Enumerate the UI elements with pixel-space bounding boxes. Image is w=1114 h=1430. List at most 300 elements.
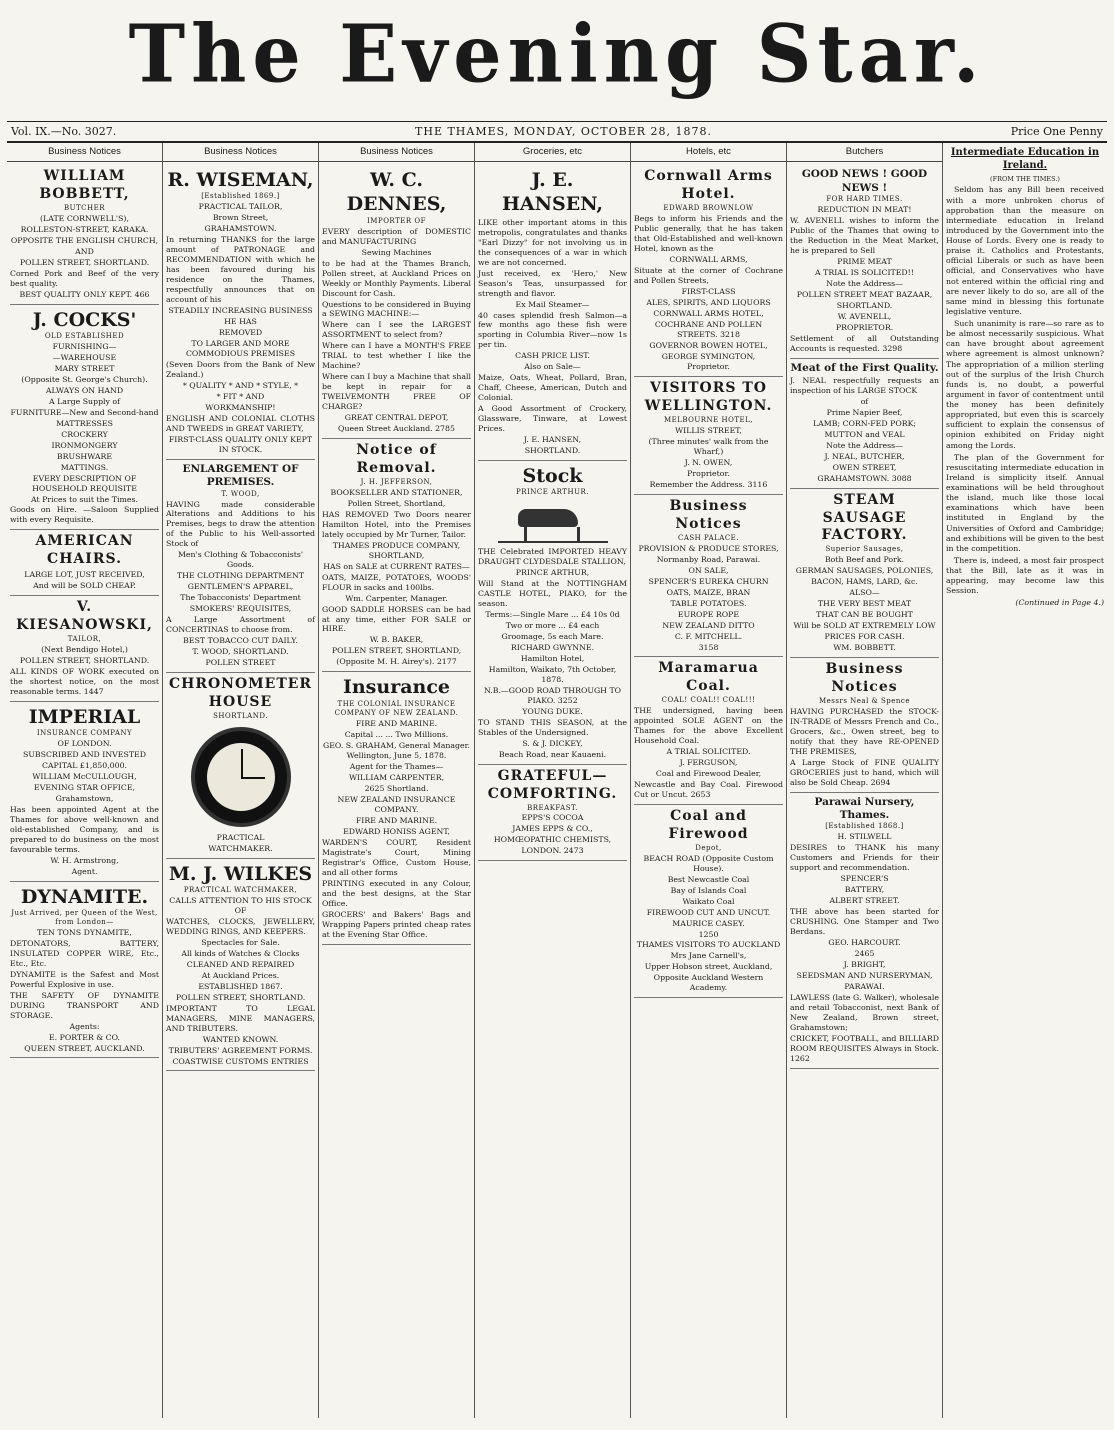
ad-line: CRICKET, FOOTBALL, and BILLIARD ROOM REQUISITES Always in Stock. 1262 — [790, 1033, 939, 1063]
ad-line: A Good Assortment of Crockery, Glassware, Tinware, at Lowest Prices. — [478, 404, 627, 434]
ad-line: ROLLESTON-STREET, KARAKA. — [20, 224, 149, 234]
ad-line: Agent for the Thames— — [349, 762, 444, 772]
ad-title: GRATEFUL—COMFORTING. — [487, 767, 618, 802]
ad-line: * FIT * AND — [216, 391, 265, 401]
ad-line: Mrs Jane Carnell's, — [670, 951, 747, 961]
ad-line: GERMAN SAUSAGES, POLONIES, — [795, 566, 934, 576]
ad-line: GRAHAMSTOWN. 3088 — [817, 473, 912, 483]
ad-subtitle: Superior Sausages, — [825, 545, 904, 554]
ad-line: LAMB; CORN-FED PORK; — [812, 418, 917, 428]
ad-line: At Prices to suit the Times. — [31, 494, 138, 504]
ad-line: Remember the Address. 3116 — [649, 480, 768, 490]
ad-line: BATTERY, — [844, 885, 885, 895]
ad-line: —WAREHOUSE — [52, 352, 117, 362]
advertisement — [322, 165, 471, 439]
ad-line: NEW ZEALAND INSURANCE COMPANY. — [337, 795, 456, 815]
ad-line: A Large Supply of — [48, 396, 121, 406]
ad-line: A Large Stock of FINE QUALITY GROCERIES just to hand, which will also be Sold Cheap. 2694 — [790, 757, 939, 787]
ad-line: Where can I have a MONTH'S FREE TRIAL to test whether I like the Machine? — [322, 341, 471, 371]
ad-line: J. NEAL respectfully requests an inspection of his LARGE STOCK — [790, 375, 939, 395]
ad-line: GREAT CENTRAL DEPOT, — [344, 413, 449, 423]
ad-line: GRAHAMSTOWN. — [204, 224, 277, 234]
ad-line: IRONMONGERY — [51, 440, 118, 450]
ad-line: OATS, MAIZE, POTATOES, WOODS' FLOUR in sacks and 100lbs. — [322, 572, 471, 592]
ad-line: ALSO— — [849, 588, 880, 598]
advertisement — [322, 439, 471, 672]
ad-line: THAMES VISITORS TO AUCKLAND — [636, 940, 781, 950]
ad-line: Spectacles for Sale. — [201, 937, 280, 947]
ad-line: SHORTLAND. — [524, 446, 581, 456]
ad-line: FURNITURE—New and Second-hand — [10, 407, 159, 417]
ad-line: Begs to inform his Friends and the Public generally, that he has taken that Old-Established and well-known Hotel, known as the — [634, 213, 783, 253]
ad-line: Upper Hobson street, Auckland, — [644, 962, 773, 972]
ad-line: Will be SOLD AT EXTREMELY LOW — [793, 621, 936, 631]
ad-line: GROCERS' and Bakers' Bags and Wrapping Papers printed cheap rates at the Evening Star Office. — [322, 910, 471, 939]
ad-line: Note the Address— — [826, 278, 903, 288]
ad-line: SPENCER'S — [840, 874, 889, 884]
ad-line: WANTED KNOWN. — [202, 1034, 279, 1044]
ad-line: BEST QUALITY ONLY KEPT. 466 — [19, 289, 150, 299]
ad-subtitle: J. H. JEFFERSON, — [360, 477, 433, 486]
ad-line: CASH PRICE LIST. — [515, 351, 590, 361]
ad-line: Groomage, 5s each Mare. — [501, 632, 604, 642]
ad-line: FIRST-CLASS QUALITY ONLY KEPT IN STOCK. — [168, 434, 313, 454]
ad-line: MARY STREET — [54, 363, 115, 373]
continued-note: (Continued in Page 4.) — [1015, 598, 1104, 608]
ad-line: STEADILY INCREASING BUSINESS — [168, 306, 313, 316]
ad-line: W. H. Armstrong, — [50, 855, 119, 865]
ad-line: ALL KINDS OF WORK executed on the shortest notice, on the most reasonable terms. 1447 — [10, 666, 159, 696]
ad-line: HAS on SALE at CURRENT RATES— — [323, 561, 470, 571]
ad-subtitle: Messrs Neal & Spence — [818, 696, 910, 705]
ad-line: BOOKSELLER AND STATIONER, — [330, 487, 463, 497]
ad-line: Both Beef and Pork. — [824, 555, 905, 565]
ad-line: Normanby Road, Parawai. — [656, 554, 761, 564]
ad-line: Ex Mail Steamer— — [515, 299, 590, 309]
columns — [7, 143, 1107, 1418]
ad-line: GENTLEMEN'S APPAREL, — [187, 582, 294, 592]
horse-illustration — [498, 501, 608, 543]
ad-line: C. F. MITCHELL. — [674, 631, 743, 641]
article-paragraph: Seldom has any Bill been received with a more unbroken chorus of approbation than the measure on intermediate education in Ireland introduced by the Government into the House of Lords. Every one is ready to praise it. Catholics and Protestants, official Liberals or such as have been official, and Conservatives who have not entered within the official ring and are never likely to do so, are all of the same mind in blessing this fortunate legislative venture. — [946, 185, 1104, 316]
ad-line: POLLEN STREET, SHORTLAND, — [331, 646, 462, 656]
ad-line: WILLIAM McCULLOUGH, — [32, 771, 137, 781]
advertisement — [166, 859, 315, 1072]
ad-line: Opposite Auckland Western Academy. — [653, 973, 764, 993]
ad-line: YOUNG DUKE. — [522, 706, 583, 716]
newspaper-page — [7, 3, 1107, 1423]
ad-subtitle: [Established 1869.] — [201, 192, 280, 201]
ad-line: CORNWALL ARMS HOTEL, — [653, 308, 764, 318]
ad-column — [7, 143, 163, 1418]
ad-line: THAT CAN BE BOUGHT — [816, 610, 913, 620]
ad-title: DYNAMITE. — [20, 885, 149, 908]
ad-subtitle: IMPORTER OF — [367, 216, 426, 225]
ad-line: PRACTICAL TAILOR, — [198, 202, 283, 212]
ad-line: MUTTON and VEAL — [824, 429, 905, 439]
advertisement — [790, 658, 939, 793]
advertisement — [166, 673, 315, 859]
ad-line: ESTABLISHED 1867. — [198, 981, 283, 991]
ad-line: 3158 — [698, 642, 719, 652]
ad-line: 40 cases splendid fresh Salmon—a few months ago these fish were sporting in Columbia River—now 1s per tin. — [478, 310, 627, 350]
ad-line: SEEDSMAN AND NURSERYMAN, — [796, 971, 933, 980]
ad-line: IMPORTANT TO LEGAL MANAGERS, MINE MANAGERS, AND TRIBUTERS. — [166, 1003, 315, 1033]
ad-line: HAVING PURCHASED the STOCK-IN-TRADE of Messrs French and Co., Grocers, &c., Owen street, beg to notify that they have RE-OPENED THE PREMISES, — [790, 706, 939, 756]
ad-line: POLLEN STREET MEAT BAZAAR, — [796, 289, 933, 299]
ad-line: REMOVED — [218, 328, 263, 338]
ad-line: JAMES EPPS & CO., — [512, 824, 593, 834]
ad-line: (Next Bendigo Hotel,) — [41, 644, 128, 654]
article-heading: Intermediate Education in Ireland. — [950, 147, 1100, 171]
ad-line: (Seven Doors from the Bank of New Zealand.) — [166, 359, 315, 379]
ad-line: Situate at the corner of Cochrane and Pollen Streets, — [634, 265, 783, 285]
ad-line: EPPS'S COCOA — [521, 813, 584, 823]
ad-line: Where can I buy a Machine that shall be kept in repair for a TWELVEMONTH FREE OF CHARGE? — [322, 372, 471, 412]
ad-line: TO STAND THIS SEASON, at the Stables of the Undersigned. — [478, 717, 627, 737]
ad-line: SHORTLAND. — [836, 300, 893, 310]
ad-line: WATCHMAKER. — [208, 843, 273, 853]
advertisement — [166, 165, 315, 460]
ad-title: Coal and Firewood — [668, 807, 749, 842]
ad-line: THE CLOTHING DEPARTMENT — [176, 571, 305, 581]
ad-line: Corned Pork and Beef of the very best quality. — [10, 268, 159, 288]
ad-title: ENLARGEMENT OF PREMISES. — [182, 462, 299, 489]
ad-line: Best Newcastle Coal — [667, 874, 750, 884]
ad-line: Wm. Carpenter, Manager. — [345, 593, 448, 603]
ad-line: W. AVENELL wishes to inform the Public of the Thames that owing to the Reduction in the Meat Market, he is prepared to Sell — [790, 215, 939, 255]
ad-line: BACON, HAMS, LARD, &c. — [811, 577, 918, 587]
ad-line: ENGLISH AND COLONIAL CLOTHS AND TWEEDS in GREAT VARIETY, — [166, 413, 315, 433]
advertisement — [10, 530, 159, 596]
ad-subtitle: CASH PALACE. — [677, 533, 740, 542]
ad-line: GEO. HARCOURT. — [828, 938, 901, 948]
advertisement — [790, 359, 939, 489]
ad-subtitle: T. WOOD, — [221, 489, 260, 498]
ad-title: J. COCKS' — [32, 308, 137, 331]
ad-line: (LATE CORNWELL'S), — [40, 213, 129, 223]
ad-line: N.B.—GOOD ROAD THROUGH TO PIAKO. 3252 — [483, 685, 622, 705]
ad-line: MAURICE CASEY. — [672, 918, 745, 928]
ad-line: Prime Napier Beef, — [826, 407, 903, 417]
ad-subtitle: INSURANCE COMPANY — [36, 729, 133, 738]
ad-line: THE SAFETY OF DYNAMITE DURING TRANSPORT AND STORAGE. — [10, 990, 159, 1020]
masthead — [7, 3, 1107, 122]
advertisement — [478, 461, 627, 765]
ad-subtitle: TAILOR, — [67, 634, 102, 643]
ad-subtitle: Just Arrived, per Queen of the West, from London— — [11, 908, 158, 926]
ad-line: Hamilton, Waikato, 7th October, 1878. — [488, 664, 617, 684]
ad-column — [163, 143, 319, 1418]
ad-line: Note the Address— — [826, 440, 903, 450]
ad-line: GEO. S. GRAHAM, General Manager. — [322, 740, 470, 750]
ad-line: J. E. HANSEN, — [523, 435, 582, 445]
ad-line: J. BRIGHT, — [843, 960, 886, 970]
ad-title: STEAM SAUSAGE FACTORY. — [821, 491, 908, 544]
ad-line: J. N. OWEN, — [684, 458, 733, 468]
ad-line: PRICES FOR CASH. — [824, 632, 905, 642]
ad-line: Just received, ex 'Hero,' New Season's Teas, unsurpassed for strength and flavor. — [478, 268, 627, 298]
ad-subtitle: MELBOURNE HOTEL, — [663, 416, 754, 425]
ad-line: (Opposite M. H. Airey's). 2177 — [336, 657, 457, 667]
advertisement — [634, 165, 783, 377]
ad-line: OF LONDON. — [57, 739, 112, 749]
advertisement — [790, 793, 939, 1069]
ad-line: 1250 — [698, 929, 719, 939]
watch-hand — [241, 777, 265, 779]
ad-line: LAWLESS (late G. Walker), wholesale and retail Tobacconist, next Bank of New Zealand, Brown street, Grahamstown; — [790, 992, 939, 1032]
issue-date: THE THAMES, MONDAY, OCTOBER 28, 1878. — [415, 125, 712, 138]
ad-line: TO LARGER AND MORE COMMODIOUS PREMISES — [185, 339, 296, 358]
ad-line: E. PORTER & CO. — [48, 1032, 121, 1042]
ad-line: TEN TONS DYNAMITE, — [37, 927, 132, 937]
ad-line: Sewing Machines — [361, 247, 432, 257]
ad-line: Coal and Firewood Dealer, — [655, 769, 762, 779]
column-heading: Business Notices — [163, 143, 318, 162]
ad-title: GOOD NEWS ! GOOD NEWS ! — [801, 168, 928, 194]
ad-subtitle: THE COLONIAL INSURANCE COMPANY OF NEW ZEALAND. — [334, 699, 459, 717]
ad-line: PRINCE ARTHUR, — [515, 568, 590, 578]
advertisement — [10, 882, 159, 1059]
ad-line: Hamilton Hotel, — [520, 654, 585, 664]
newspaper-title: The Evening Star. — [128, 6, 986, 101]
ad-line: OPPOSITE THE ENGLISH CHURCH, — [10, 235, 159, 245]
ad-line: WILLIAM CARPENTER, — [348, 773, 445, 783]
ad-line: THE Celebrated IMPORTED HEAVY DRAUGHT CLYDESDALE STALLION, — [478, 547, 627, 567]
ad-subtitle: FOR HARD TIMES. — [826, 195, 903, 204]
ad-line: At Auckland Prices. — [201, 970, 280, 980]
ad-line: J. NEAL, BUTCHER, — [824, 451, 905, 461]
ad-line: A Large Assortment of CONCERTINAS to choose from. — [166, 615, 315, 635]
ad-title: VISITORS TO WELLINGTON. — [644, 380, 773, 415]
ad-line: TABLE POTATOES. — [670, 598, 747, 608]
ad-line: SPENCER'S EUREKA CHURN — [648, 576, 769, 586]
ad-line: PROPRIETOR. — [835, 322, 894, 332]
advertisement — [634, 495, 783, 657]
column-heading: Business Notices — [319, 143, 474, 162]
ad-line: Capital ... ... Two Millions. — [344, 729, 449, 739]
ad-line: THAMES PRODUCE COMPANY, SHORTLAND, — [332, 540, 461, 560]
ad-subtitle: PRACTICAL WATCHMAKER, — [183, 886, 298, 895]
ad-subtitle: OLD ESTABLISHED — [44, 331, 125, 340]
ad-title: Parawai Nursery, Thames. — [814, 795, 915, 822]
advertisement — [790, 165, 939, 358]
ad-line: HAVING made considerable Alterations and Additions to his Premises, begs to draw the attention of the Public to his Well-assorted Stock of — [166, 499, 315, 549]
ad-line: DETONATORS, BATTERY, INSULATED COPPER WIRE, Etc., Etc., Etc. — [10, 938, 159, 968]
ad-line: All kinds of Watches & Clocks — [181, 948, 300, 958]
price: Price One Penny — [1010, 125, 1103, 138]
ad-subtitle: BREAKFAST. — [527, 803, 578, 812]
ad-line: PARAWAI. — [844, 981, 885, 991]
ad-line: AND — [75, 246, 94, 256]
ad-line: of — [860, 396, 869, 406]
ad-line: WM. BOBBETT. — [833, 643, 896, 653]
ad-line: A TRIAL IS SOLICITED!! — [815, 267, 914, 277]
ad-subtitle: PRINCE ARTHUR. — [516, 488, 589, 497]
ad-line: PROVISION & PRODUCE STORES, — [638, 543, 779, 553]
ad-line: Has been appointed Agent at the Thames for above well-known and old-established Company, and is prepared to do business on the most favourable terms. — [10, 804, 159, 854]
article-source: (FROM THE TIMES.) — [990, 175, 1060, 183]
ad-line: LARGE LOT, JUST RECEIVED, — [24, 570, 145, 580]
ad-line: FIRE AND MARINE. — [355, 816, 438, 826]
ad-line: QUEEN STREET, AUCKLAND. — [24, 1043, 145, 1053]
advertisement — [10, 596, 159, 702]
advertisement — [790, 489, 939, 658]
ad-line: Questions to be considered in Buying a SEWING MACHINE:— — [322, 299, 471, 319]
ad-line: Men's Clothing & Tobacconists' Goods. — [177, 550, 304, 570]
ad-line: GOOD SADDLE HORSES can be had at any time, either FOR SALE or HIRE. — [322, 604, 471, 634]
article-paragraph: The plan of the Government for resuscitating intermediate education in Ireland is simplicity itself. Annual examinations will be held throughout the island, much like those local examinations which have been instituted in England by the Universities of Oxford and Cambridge; and exhibitions will be given to the best in the competition. — [946, 452, 1104, 553]
ad-line: Settlement of all Outstanding Accounts is requested. 3298 — [790, 333, 939, 353]
ad-line: BRUSHWARE — [56, 451, 113, 461]
ad-line: HOMŒOPATHIC CHEMISTS, — [493, 835, 612, 845]
column-heading: Butchers — [787, 143, 942, 162]
ad-line: PRACTICAL — [216, 832, 265, 842]
ad-line: PRINTING executed in any Colour, and the best designs, at the Star Office. — [322, 879, 471, 909]
ad-subtitle: BUTCHER — [63, 203, 106, 212]
ad-line: Pollen Street, Shortland, — [347, 498, 446, 508]
ad-line: EVERY DESCRIPTION OF HOUSEHOLD REQUISITE — [32, 473, 137, 493]
ad-line: PRIME MEAT — [837, 256, 892, 266]
ad-title: CHRONOMETER HOUSE — [168, 676, 313, 710]
ad-line: The Tobacconists' Department — [180, 593, 301, 603]
ad-line: POLLEN STREET, SHORTLAND. — [175, 992, 306, 1002]
ad-line: In returning THANKS for the large amount of PATRONAGE and RECOMMENDATION with which he has been favoured during his residence on the Thames, respectfully announces that on account of his — [166, 235, 315, 305]
ad-title: Notice of Removal. — [356, 442, 437, 477]
ad-line: TRIBUTERS' AGREEMENT FORMS. — [168, 1045, 313, 1055]
ad-line: MATTRESSES — [56, 418, 113, 428]
ad-line: FURNISHING— — [52, 341, 117, 351]
ad-title: R. WISEMAN, — [167, 169, 314, 192]
ad-line: HAS REMOVED Two Doors nearer Hamilton Hotel, into the Premises lately occupied by Mr Turner, Tailor. — [322, 509, 471, 539]
ad-line: T. WOOD, SHORTLAND. — [192, 647, 289, 657]
ad-line: LIKE other important atoms in this metropolis, congratulates and thanks "Earl Dizzy" for not involving us in the consequences of a war in which we are not concerned. — [478, 217, 627, 267]
advertisement — [634, 377, 783, 495]
ad-line: CLEANED AND REPAIRED — [186, 959, 295, 969]
ad-line: Queen Street Auckland. 2785 — [338, 424, 455, 434]
ad-line: W. B. BAKER, — [369, 635, 424, 645]
ad-line: THE above has been started for CRUSHING. One Stamper and Two Berdans. — [790, 907, 939, 937]
ad-line: Beach Road, near Kauaeni. — [498, 749, 607, 759]
column-heading: Hotels, etc — [631, 143, 786, 162]
ad-title: Stock — [522, 465, 583, 488]
ad-line: Where can I see the LARGEST ASSORTMENT to select from? — [322, 320, 471, 340]
article-paragraph: There is, indeed, a most fair prospect that the Bill, late as it was in appearing, may become law this Session. — [946, 555, 1104, 596]
ad-line: (Three minutes' walk from the Wharf,) — [648, 437, 769, 457]
ad-line: POLLEN STREET — [205, 658, 276, 668]
ad-title: IMPERIAL — [28, 705, 141, 728]
ad-line: Agent. — [71, 866, 98, 876]
ad-line: Bay of Islands Coal — [670, 885, 747, 895]
ad-line: Also on Sale— — [524, 362, 581, 372]
ad-line: SUBSCRIBED AND INVESTED — [23, 750, 146, 759]
ad-subtitle: EDWARD BROWNLOW — [663, 203, 754, 212]
article-paragraph: Such unanimity is rare—so rare as to be almost necessarily suspicious. What can have brought about agreement where agreement is almost unknown? The appropriation of a million sterling out of the surplus of the Irish Church funds is, no doubt, a powerful argument in favor of contentment until the money has been definitely appropriated, but even this is scarcely sufficient to explain the consensus of opinion exhibited on Friday night among the Lords. — [946, 319, 1104, 450]
ad-line: to be had at the Thames Branch, Pollen street, at Auckland Prices on Weekly or Monthly Payments. Liberal Discount for Cash. — [322, 258, 471, 298]
advertisement — [322, 672, 471, 945]
ad-line: FIRE AND MARINE. — [355, 718, 438, 728]
ad-line: Proprietor. — [687, 469, 730, 479]
ad-line: ALES, SPIRITS, AND LIQUORS — [646, 297, 771, 307]
ad-title: V. KIESANOWSKI, — [16, 599, 153, 634]
ad-line: RICHARD GWYNNE. — [510, 643, 595, 653]
ad-title: Meat of the First Quality. — [790, 361, 939, 374]
advertisement — [10, 165, 159, 305]
ad-line: (Opposite St. George's Church). — [21, 374, 148, 384]
ad-line: Brown Street, — [212, 213, 269, 223]
ad-line: HE HAS — [224, 317, 257, 327]
ad-line: LONDON. 2473 — [521, 846, 584, 856]
ad-line: WORKMANSHIP! — [205, 402, 276, 412]
advertisement — [478, 165, 627, 461]
ad-line: COCHRANE AND POLLEN STREETS. 3218 — [654, 319, 763, 339]
watch-hand — [241, 749, 243, 779]
ad-line: H. STILWELL — [837, 832, 892, 842]
ad-line: THE undersigned, having been appointed SOLE AGENT on the Thames for the above Excellent Household Coal. — [634, 706, 783, 746]
ad-line: WILLIS STREET, — [675, 426, 742, 436]
ad-line: ALWAYS ON HAND — [45, 385, 124, 395]
ad-line: J. FERGUSON, — [679, 758, 738, 768]
ad-title: Cornwall Arms Hotel. — [644, 168, 773, 203]
ad-line: NEW ZEALAND DITTO — [662, 620, 755, 630]
ad-line: Proprietor. — [687, 362, 730, 372]
ad-line: CALLS ATTENTION TO HIS STOCK OF — [169, 895, 312, 915]
ad-line: Agents: — [69, 1021, 100, 1031]
advertisement — [634, 657, 783, 804]
ad-line: CAPITAL £1,850,000. — [41, 760, 128, 770]
ad-title: W. C. DENNES, — [346, 169, 447, 216]
dateline — [7, 122, 1107, 143]
ad-line: EVERY description of DOMESTIC and MANUFACTURING — [322, 226, 471, 246]
ad-line: Goods on Hire. —Saloon Supplied with every Requisite. — [10, 505, 159, 525]
advertisement — [10, 702, 159, 882]
ad-line: SMOKERS' REQUISITES, — [189, 604, 292, 614]
ad-line: ON SALE, — [688, 565, 729, 575]
ad-line: FIREWOOD CUT AND UNCUT. — [646, 907, 771, 917]
column-heading: Business Notices — [7, 143, 162, 162]
column-heading: Groceries, etc — [475, 143, 630, 162]
ad-line: Newcastle and Bay Coal. Firewood Cut or Uncut. 2653 — [634, 780, 783, 799]
ad-line: WARDEN'S COURT, Resident Magistrate's Court, Mining Registrar's Office, Custom House, and all other forms — [322, 838, 471, 878]
ad-line: COASTWISE CUSTOMS ENTRIES — [172, 1056, 309, 1066]
ad-line: 2465 — [854, 949, 875, 959]
ad-line: EVENING STAR OFFICE, — [34, 782, 135, 792]
ad-line: OATS, MAIZE, BRAN — [666, 587, 751, 597]
ad-title: Business Notices — [669, 498, 748, 532]
ad-line: OWEN STREET, — [832, 462, 897, 472]
advertisement — [166, 460, 315, 673]
ad-line: FIRST-CLASS — [681, 286, 736, 296]
ad-line: GEORGE SYMINGTON, — [661, 351, 756, 361]
volume-number: Vol. IX.—No. 3027. — [11, 125, 117, 138]
pocket-watch-illustration — [191, 727, 291, 827]
ad-line: Maize, Oats, Wheat, Pollard, Bran, Chaff, Cheese, American, Dutch and Colonial. — [478, 373, 627, 403]
ad-line: WATCHES, CLOCKS, JEWELLERY, WEDDING RINGS, AND KEEPERS. — [166, 916, 315, 936]
ad-line: 2625 Shortland. — [364, 784, 429, 794]
ad-line: S. & J. DICKEY, — [522, 738, 583, 748]
ad-line: BEACH ROAD (Opposite Custom House). — [643, 853, 774, 873]
ad-subtitle: COAL! COAL!! COAL!!! — [661, 696, 756, 705]
ad-line: THE VERY BEST MEAT — [817, 599, 912, 609]
article-column — [943, 143, 1107, 1418]
ad-column — [319, 143, 475, 1418]
ad-title: AMERICAN CHAIRS. — [35, 533, 134, 568]
ad-title: Maramarua Coal. — [658, 660, 759, 695]
ad-line: Wellington, June 5, 1878. — [346, 751, 447, 761]
ad-line: Will Stand at the NOTTINGHAM CASTLE HOTEL, PIAKO, for the season. — [478, 579, 627, 609]
ad-column — [631, 143, 787, 1418]
ad-line: GOVERNOR BOWEN HOTEL, — [649, 340, 768, 350]
